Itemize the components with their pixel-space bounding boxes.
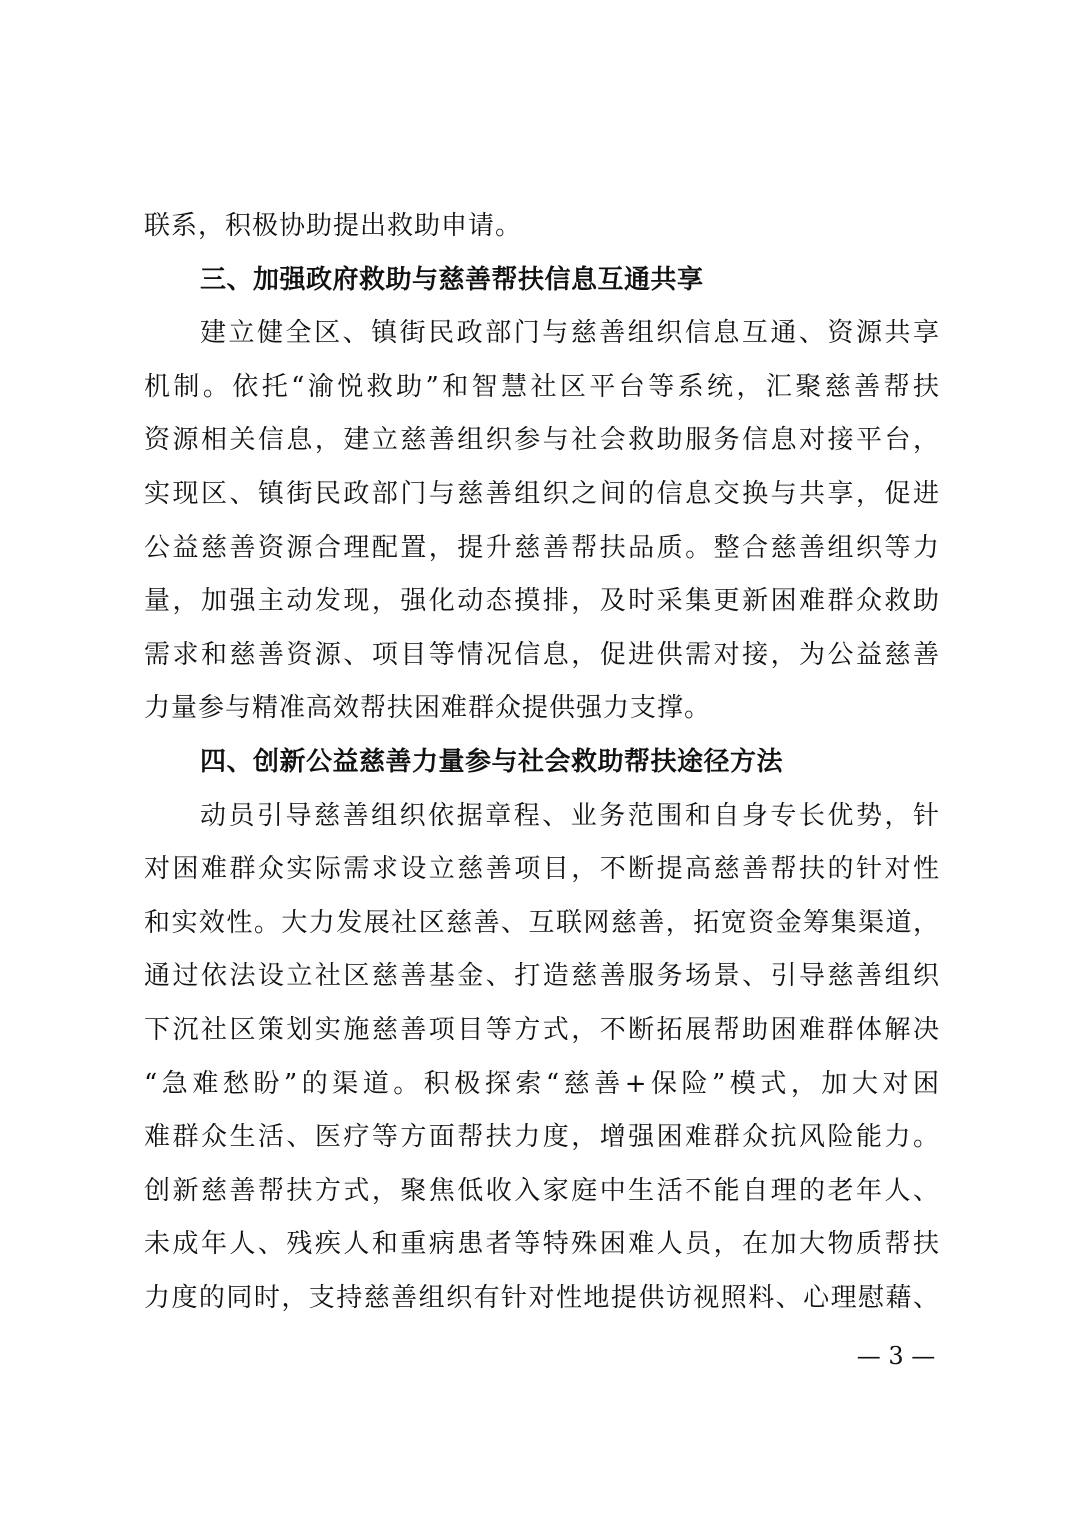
page-number: — 3 — bbox=[856, 1342, 936, 1370]
paragraph-line: 未成年人、残疾人和重病患者等特殊困难人员，在加大物质帮扶 bbox=[144, 1229, 940, 1260]
document-body bbox=[144, 200, 940, 1325]
section-heading: 四、创新公益慈善力量参与社会救助帮扶途径方法 bbox=[200, 746, 784, 777]
paragraph-line: 通过依法设立社区慈善基金、打造慈善服务场景、引导慈善组织 bbox=[144, 961, 940, 992]
paragraph-line: 力量参与精准高效帮扶困难群众提供强力支撑。 bbox=[144, 693, 712, 724]
paragraph-line: 力度的同时，支持慈善组织有针对性地提供访视照料、心理慰藉、 bbox=[144, 1282, 940, 1313]
paragraph-line: 公益慈善资源合理配置，提升慈善帮扶品质。整合慈善组织等力 bbox=[144, 532, 940, 563]
paragraph-line: 实现区、镇街民政部门与慈善组织之间的信息交换与共享，促进 bbox=[144, 478, 940, 509]
paragraph-line: “急难愁盼”的渠道。积极探索“慈善+保险”模式，加大对困 bbox=[144, 1068, 940, 1099]
paragraph-line: 创新慈善帮扶方式，聚焦低收入家庭中生活不能自理的老年人、 bbox=[144, 1175, 940, 1206]
paragraph-line: 和实效性。大力发展社区慈善、互联网慈善，拓宽资金筹集渠道， bbox=[144, 907, 940, 938]
paragraph-line: 对困难群众实际需求设立慈善项目，不断提高慈善帮扶的针对性 bbox=[144, 854, 940, 885]
paragraph-line: 联系，积极协助提出救助申请。 bbox=[144, 211, 523, 241]
paragraph-line: 资源相关信息，建立慈善组织参与社会救助服务信息对接平台， bbox=[144, 425, 940, 456]
section-heading: 三、加强政府救助与慈善帮扶信息互通共享 bbox=[200, 264, 704, 295]
paragraph-line: 量，加强主动发现，强化动态摸排，及时采集更新困难群众救助 bbox=[144, 586, 940, 617]
paragraph-line: 动员引导慈善组织依据章程、业务范围和自身专长优势，针 bbox=[200, 800, 940, 831]
paragraph-line: 难群众生活、医疗等方面帮扶力度，增强困难群众抗风险能力。 bbox=[144, 1122, 940, 1153]
paragraph-line: 下沉社区策划实施慈善项目等方式，不断拓展帮助困难群体解决 bbox=[144, 1014, 940, 1045]
paragraph-line: 机制。依托“渝悦救助”和智慧社区平台等系统，汇聚慈善帮扶 bbox=[144, 371, 940, 402]
paragraph-line: 建立健全区、镇街民政部门与慈善组织信息互通、资源共享 bbox=[200, 318, 940, 349]
paragraph-line: 需求和慈善资源、项目等情况信息，促进供需对接，为公益慈善 bbox=[144, 639, 940, 670]
